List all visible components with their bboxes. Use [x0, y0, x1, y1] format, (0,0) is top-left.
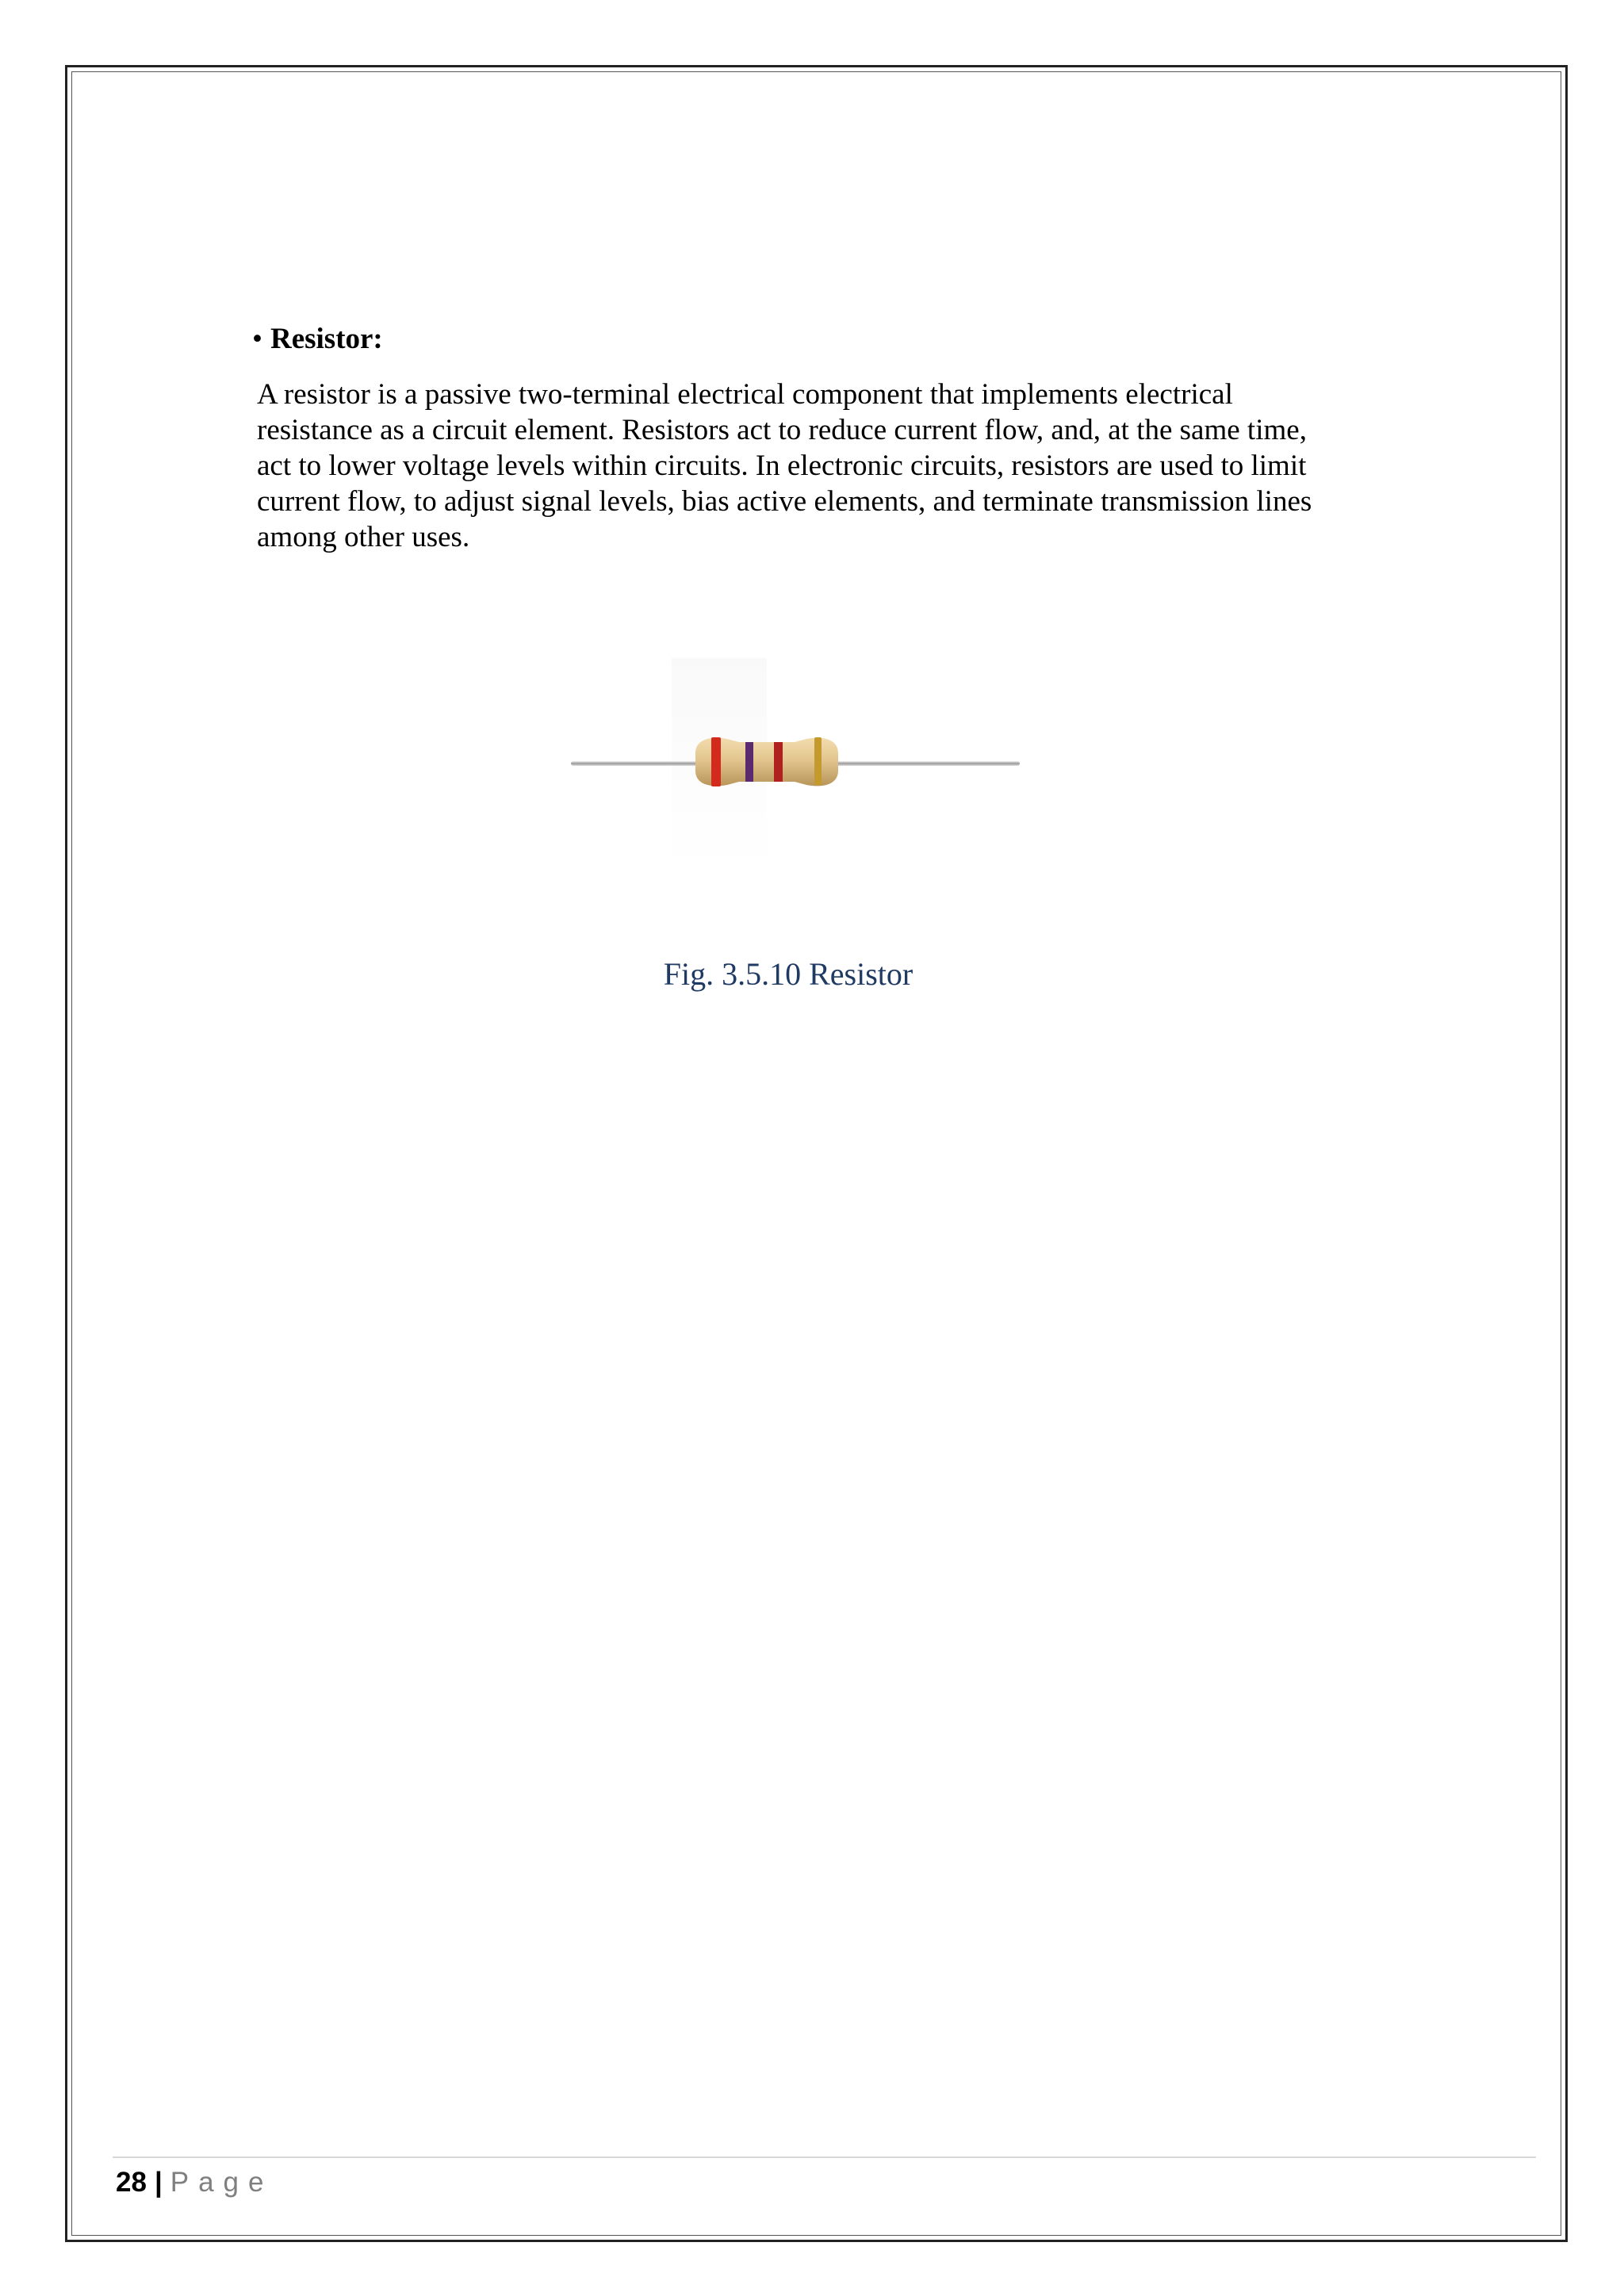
figure-caption-text: Fig. 3.5.10 Resistor — [663, 956, 914, 992]
section-heading — [252, 321, 383, 358]
resistor-paragraph — [257, 377, 1383, 555]
color-band — [745, 742, 753, 782]
figure-caption — [0, 955, 1624, 993]
bullet: • — [252, 323, 262, 355]
color-band — [774, 742, 783, 782]
footer-separator: | — [154, 2167, 163, 2198]
footer-divider — [113, 2156, 1536, 2158]
paragraph-line: A resistor is a passive two-terminal electrical component that implements electrical — [257, 378, 1233, 411]
color-band — [814, 737, 822, 785]
heading-label: Resistor: — [270, 323, 383, 355]
resistor-image — [565, 650, 1025, 920]
paragraph-line: resistance as a circuit element. Resistors act to reduce current flow, and, at the same time, — [257, 414, 1307, 446]
paragraph-line: among other uses. — [257, 521, 470, 553]
page-label: Page — [170, 2167, 274, 2198]
color-band — [711, 737, 721, 786]
paragraph-line: act to lower voltage levels within circuits. In electronic circuits, resistors are used to limit — [257, 450, 1307, 482]
paragraph-line: current flow, to adjust signal levels, bias active elements, and terminate transmission lines — [257, 485, 1312, 518]
page-footer — [116, 2163, 273, 2202]
page-number: 28 — [116, 2167, 147, 2198]
